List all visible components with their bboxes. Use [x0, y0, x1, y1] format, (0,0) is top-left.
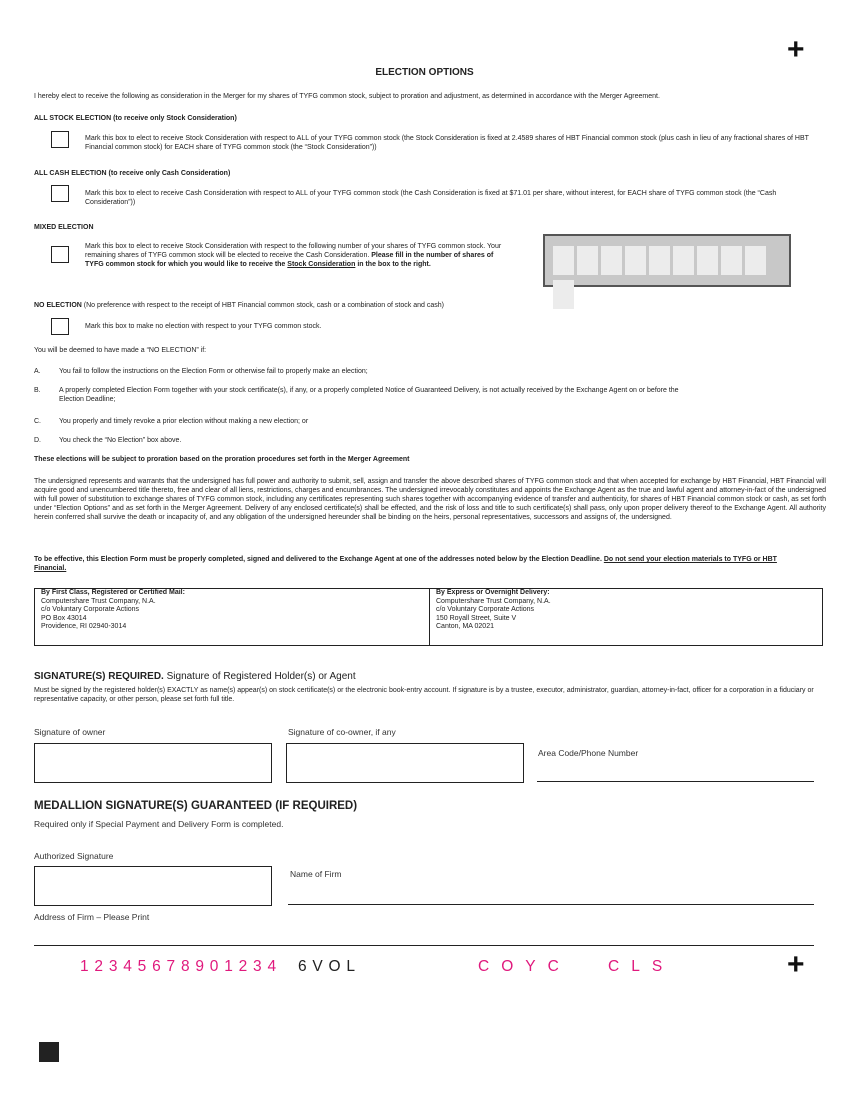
signature-heading — [34, 671, 356, 682]
mixed-checkbox[interactable] — [51, 246, 69, 263]
alignment-square — [39, 1042, 59, 1062]
mail-line: c/o Voluntary Corporate Actions — [41, 606, 140, 614]
form-code: 6VOL — [298, 958, 361, 975]
firm-address-label: Address of Firm – Please Print — [34, 912, 150, 922]
phone-label: Area Code/Phone Number — [538, 748, 639, 758]
registration-mark-top: + — [787, 33, 805, 66]
share-digit-box[interactable] — [721, 246, 742, 275]
all-stock-checkbox[interactable] — [51, 131, 69, 148]
all-cash-checkbox[interactable] — [51, 185, 69, 202]
mixed-text — [85, 242, 510, 269]
signature-subheading: Signature of Registered Holder(s) or Agent — [166, 671, 356, 682]
address-table-divider — [429, 588, 430, 646]
mail-line: Computershare Trust Company, N.A. — [41, 597, 156, 605]
share-digit-box[interactable] — [673, 246, 694, 275]
representation-text: The undersigned represents and warrants that the undersigned has full power and authority to submit, sell, assign and transfer the above described shares of TYFG common stock and that when accepted for exchange by HBT Financial, HBT Financial will acquire good and unencumbered title thereto, free and clear of all liens, restrictions, charges and encumbrances. The undersigned irrevocably constitutes and appoints the Exchange Agent as the true and lawful agent and attorney-in-fact of the undersigned with full power of substitution to exchange shares of TYFG common stock, including any certificates representing such shares together with accompanying evidence of transfer and authenticity, for shares of HBT Financial common stock or cash, as set forth under “Election Options” and as set forth in the Merger Agreement. Delivery of any enclosed certificate(s) shall be effected, and the risk of loss and title to such certificate(s) shall pass, only upon proper delivery thereof to the Exchange Agent. All authority herein conferred shall survive the death or incapacity of, and any obligation of the undersigned hereunder shall be binding on the heirs, personal representatives, successors and assigns of, the undersigned. — [34, 478, 826, 521]
no-election-heading-rest: (No preference with respect to the receipt of HBT Financial common stock, cash or a combination of stock and cash) — [83, 302, 444, 309]
barcode-number: 12345678901234 — [80, 958, 282, 975]
share-digit-box[interactable] — [601, 246, 622, 275]
share-digit-box[interactable] — [553, 246, 574, 275]
effective-text-warning: Do not send your election materials to TYFG or HBT Financial. — [34, 556, 777, 572]
medallion-subtext: Required only if Special Payment and Delivery Form is completed. — [34, 819, 284, 829]
all-cash-heading: ALL CASH ELECTION (to receive only Cash Consideration) — [34, 170, 231, 177]
page-title: ELECTION OPTIONS — [375, 67, 474, 78]
condition-c-letter: C. — [34, 418, 41, 425]
authorized-signature-label: Authorized Signature — [34, 851, 114, 861]
all-cash-text: Mark this box to elect to receive Cash Consideration with respect to ALL of your TYFG common stock (the Cash Consideration is fixed at $71.01 per share, without interest, for EACH share of TYFG common stock (the “Cash Consideration”)) — [85, 190, 777, 206]
authorized-signature-field[interactable] — [34, 866, 272, 906]
effective-text-main: To be effective, this Election Form must be properly completed, signed and delivered to the Exchange Agent at one of the addresses noted below by the Election Deadline. — [34, 556, 602, 563]
registration-mark-bottom: + — [787, 948, 805, 981]
mixed-heading: MIXED ELECTION — [34, 224, 94, 231]
express-address — [436, 589, 551, 632]
cls-code: CLS — [608, 958, 675, 975]
condition-a-letter: A. — [34, 368, 41, 375]
share-digit-box[interactable] — [745, 246, 766, 275]
firm-name-label: Name of Firm — [290, 869, 342, 879]
mixed-text-bold: Please fill in the number of shares of TYFG common stock for which you would like to receive the — [85, 252, 494, 268]
condition-b-letter: B. — [34, 387, 41, 394]
condition-d-letter: D. — [34, 437, 41, 444]
mail-line: PO Box 43014 — [41, 614, 87, 622]
express-line: Canton, MA 02021 — [436, 623, 494, 631]
signature-heading-bold: SIGNATURE(S) REQUIRED. — [34, 671, 164, 682]
share-digit-box[interactable] — [577, 246, 598, 275]
medallion-heading: MEDALLION SIGNATURE(S) GUARANTEED (IF REQUIRED) — [34, 800, 358, 812]
condition-a-text: You fail to follow the instructions on the Election Form or otherwise fail to properly make an election; — [59, 368, 368, 375]
coowner-signature-field[interactable] — [286, 743, 524, 783]
deemed-text: You will be deemed to have made a “NO ELECTION” if: — [34, 347, 207, 354]
coowner-signature-label: Signature of co-owner, if any — [288, 727, 396, 737]
share-digit-box[interactable] — [553, 280, 574, 309]
phone-field[interactable] — [537, 781, 814, 782]
share-digit-box[interactable] — [697, 246, 718, 275]
signature-instructions: Must be signed by the registered holder(s) EXACTLY as name(s) appear(s) on stock certificate(s) or the electronic book-entry account. If signature is by a trustee, executor, administrator, guardian, attorney-in-fact, officer for a corporation in a fiduciary or representative capacity, or other person, please set forth full title. — [34, 687, 814, 703]
intro-text: I hereby elect to receive the following as consideration in the Merger for my shares of TYFG common stock, subject to proration and adjustment, as determined in accordance with the Merger Agreement. — [34, 93, 660, 100]
condition-c-text: You properly and timely revoke a prior election without making a new election; or — [59, 418, 309, 425]
share-digit-box[interactable] — [649, 246, 670, 275]
all-stock-heading: ALL STOCK ELECTION (to receive only Stock Consideration) — [34, 115, 237, 122]
coyc-code: COYC — [478, 958, 571, 975]
proration-text: These elections will be subject to proration based on the proration procedures set forth in the Merger Agreement — [34, 456, 410, 463]
mixed-text-plain: Mark this box to elect to receive Stock Consideration with respect to the following number of your shares of TYFG common stock. Your remaining shares of TYFG common stock will be elected to receive the Cash Consideration. — [85, 243, 502, 259]
owner-signature-field[interactable] — [34, 743, 272, 783]
mail-line: Providence, RI 02940-3014 — [41, 623, 127, 631]
condition-d-text: You check the “No Election” box above. — [59, 437, 182, 444]
express-line: c/o Voluntary Corporate Actions — [436, 606, 535, 614]
no-election-text: Mark this box to make no election with respect to your TYFG common stock. — [85, 323, 322, 330]
mail-heading: By First Class, Registered or Certified Mail: — [41, 589, 185, 596]
no-election-checkbox[interactable] — [51, 318, 69, 335]
no-election-heading — [34, 301, 444, 310]
share-count-input[interactable] — [543, 234, 791, 287]
firm-name-field[interactable] — [288, 904, 814, 905]
all-stock-text: Mark this box to elect to receive Stock Consideration with respect to ALL of your TYFG common stock (the Stock Consideration is fixed at 2.4589 shares of HBT Financial common stock (plus cash in lieu of any fractional shares of HBT Financial common stock) for EACH share of TYFG common stock (the “Stock Consideration”)) — [85, 135, 809, 151]
express-line: 150 Royall Street, Suite V — [436, 614, 517, 622]
footer-rule — [34, 945, 814, 946]
mixed-text-bold-end: in the box to the right. — [357, 261, 431, 268]
mixed-text-underline: Stock Consideration — [287, 261, 356, 268]
share-count-digit-boxes — [553, 246, 789, 314]
owner-signature-label: Signature of owner — [34, 727, 106, 737]
mail-address — [41, 589, 185, 632]
no-election-heading-bold: NO ELECTION — [34, 302, 82, 309]
express-line: Computershare Trust Company, N.A. — [436, 597, 551, 605]
express-heading: By Express or Overnight Delivery: — [436, 589, 550, 596]
condition-b-text: A properly completed Election Form together with your stock certificate(s), if any, or a properly completed Notice of Guaranteed Delivery, is not actually received by the Exchange Agent on or before the Election Deadline; — [59, 387, 679, 403]
share-digit-box[interactable] — [625, 246, 646, 275]
effective-text — [34, 555, 804, 573]
